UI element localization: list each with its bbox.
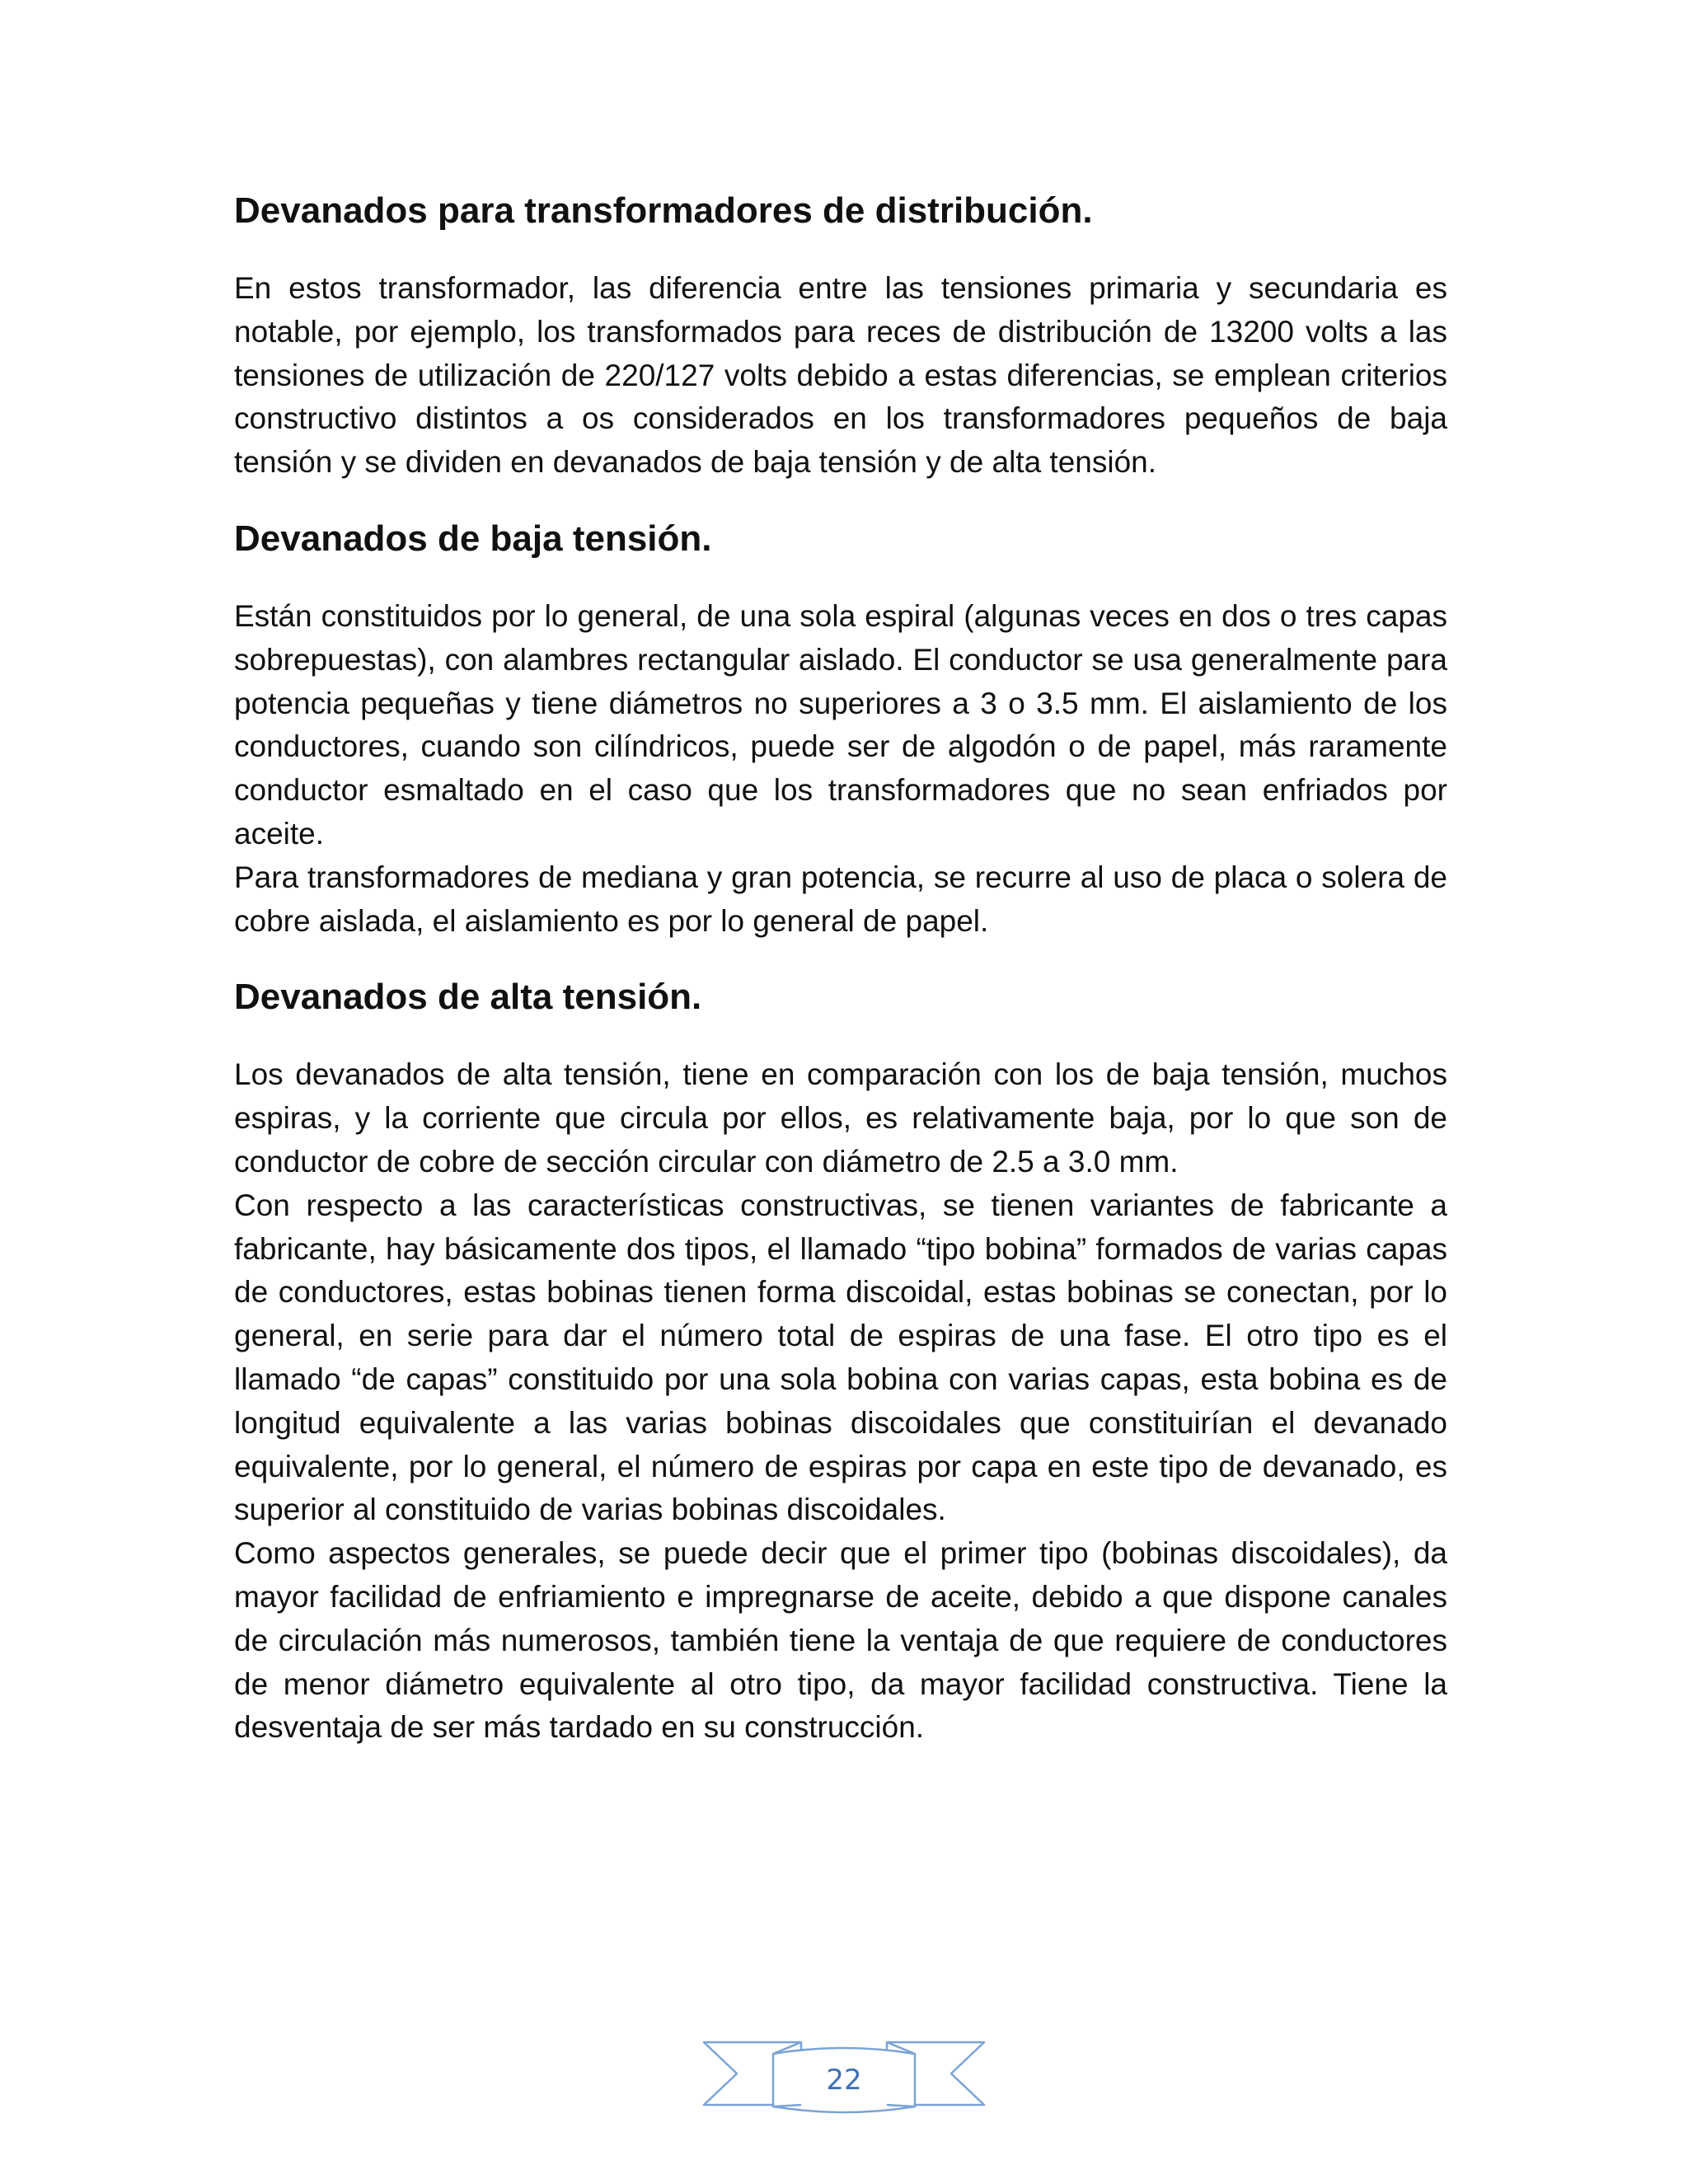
page-content	[234, 188, 1447, 1750]
paragraph: Con respecto a las características constructivas, se tienen variantes de fabricante a fabricante, hay básicamente dos tipos, el llamado “tipo bobina” formados de varias capas de conductores, estas bobinas tienen forma discoidal, estas bobinas se conectan, por lo general, en serie para dar el número total de espiras de una fase. El otro tipo es el llamado “de capas” constituido por una sola bobina con varias capas, esta bobina es de longitud equivalente a las varias bobinas discoidales que constituirían el devanado equivalente, por lo general, el número de espiras por capa en este tipo de devanado, es superior al constituido de varias bobinas discoidales.	[234, 1188, 1447, 1527]
paragraph: En estos transformador, las diferencia entre las tensiones primaria y secundaria es notable, por ejemplo, los transformados para reces de distribución de 13200 volts a las tensiones de utilización de 220/127 volts debido a estas diferencias, se emplean criterios constructivo distintos a os considerados en los transformadores pequeños de baja tensión y se dividen en devanados de baja tensión y de alta tensión.	[234, 271, 1447, 480]
section-heading: Devanados para transformadores de distribución.	[234, 190, 1093, 231]
paragraph: Como aspectos generales, se puede decir que el primer tipo (bobinas discoidales), da mayor facilidad de enfriamiento e impregnarse de aceite, debido a que dispone canales de circulación más numerosos, también tiene la ventaja de que requiere de conductores de menor diámetro equivalente al otro tipo, da mayor facilidad constructiva. Tiene la desventaja de ser más tardado en su construcción.	[234, 1536, 1447, 1745]
page-number-ribbon	[699, 2036, 989, 2126]
paragraph: Están constituidos por lo general, de una sola espiral (algunas veces en dos o tres capas sobrepuestas), con alambres rectangular aislado. El conductor se usa generalmente para potencia pequeñas y tiene diámetros no superiores a 3 o 3.5 mm. El aislamiento de los conductores, cuando son cilíndricos, puede ser de algodón o de papel, más raramente conductor esmaltado en el caso que los transformadores que no sean enfriados por aceite.	[234, 598, 1447, 851]
section-heading: Devanados de alta tensión.	[234, 977, 702, 1018]
section-distribucion	[234, 188, 1447, 485]
section-baja-tension	[234, 516, 1447, 943]
section-alta-tension	[234, 974, 1447, 1750]
paragraph: Para transformadores de mediana y gran potencia, se recurre al uso de placa o solera de cobre aislada, el aislamiento es por lo general de papel.	[234, 860, 1447, 938]
paragraph: Los devanados de alta tensión, tiene en comparación con los de baja tensión, muchos espiras, y la corriente que circula por ellos, es relativamente baja, por lo que son de conductor de cobre de sección circular con diámetro de 2.5 a 3.0 mm.	[234, 1057, 1447, 1179]
section-heading: Devanados de baja tensión.	[234, 518, 712, 559]
page-number: 22	[826, 2064, 862, 2097]
